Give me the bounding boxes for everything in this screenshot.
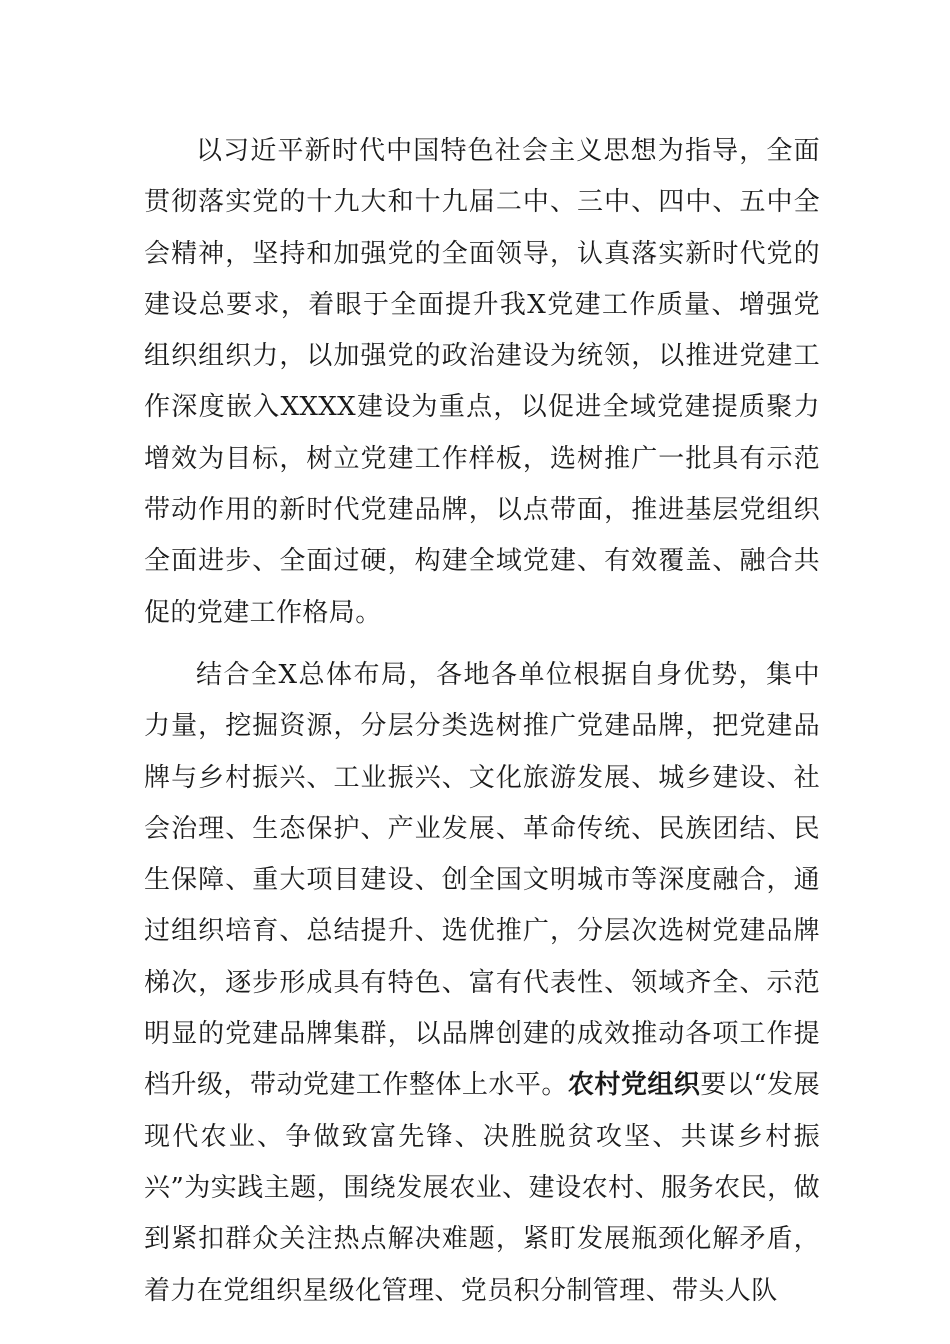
paragraph-2-text-before: 结合全X总体布局，各地各单位根据自身优势，集中力量，挖掘资源，分层分类选树推广党建品牌，把党建品牌与乡村振兴、工业振兴、文化旅游发展、城乡建设、社会治理、生态保护、产业发展、革命传统、民族团结、民生保障、重大项目建设、创全国文明城市等深度融合，通过组织培育、总结提升、选优推广，分层次选树党建品牌梯次，逐步形成具有特色、富有代表性、领域齐全、示范明显的党建品牌集群，以品牌创建的成效推动各项工作提档升级，带动党建工作整体上水平。 [144,659,820,1101]
document-body [144,126,820,1317]
paragraph-guiding-ideology [144,126,820,639]
paragraph-2-text-after: 要以“发展现代农业、争做致富先锋、决胜脱贫攻坚、共谋乡村振兴”为实践主题，围绕发展农业、建设农村、服务农民，做到紧扣群众关注热点解决难题，紧盯发展瓶颈化解矛盾，着力在党组织星级化管理、党员积分制管理、带头人队 [144,1070,821,1306]
paragraph-2-bold-heading: 农村党组织 [567,1070,701,1101]
paragraph-1-text: 以习近平新时代中国特色社会主义思想为指导，全面贯彻落实党的十九大和十九届二中、三中、四中、五中全会精神，坚持和加强党的全面领导，认真落实新时代党的建设总要求，着眼于全面提升我X党建工作质量、增强党组织组织力，以加强党的政治建设为统领，以推进党建工作深度嵌入XXXX建设为重点，以促进全域党建提质聚力增效为目标，树立党建工作样板，选树推广一批具有示范带动作用的新时代党建品牌，以点带面，推进基层党组织全面进步、全面过硬，构建全域党建、有效覆盖、融合共促的党建工作格局。 [144,136,820,628]
paragraph-brand-building [144,650,820,1317]
